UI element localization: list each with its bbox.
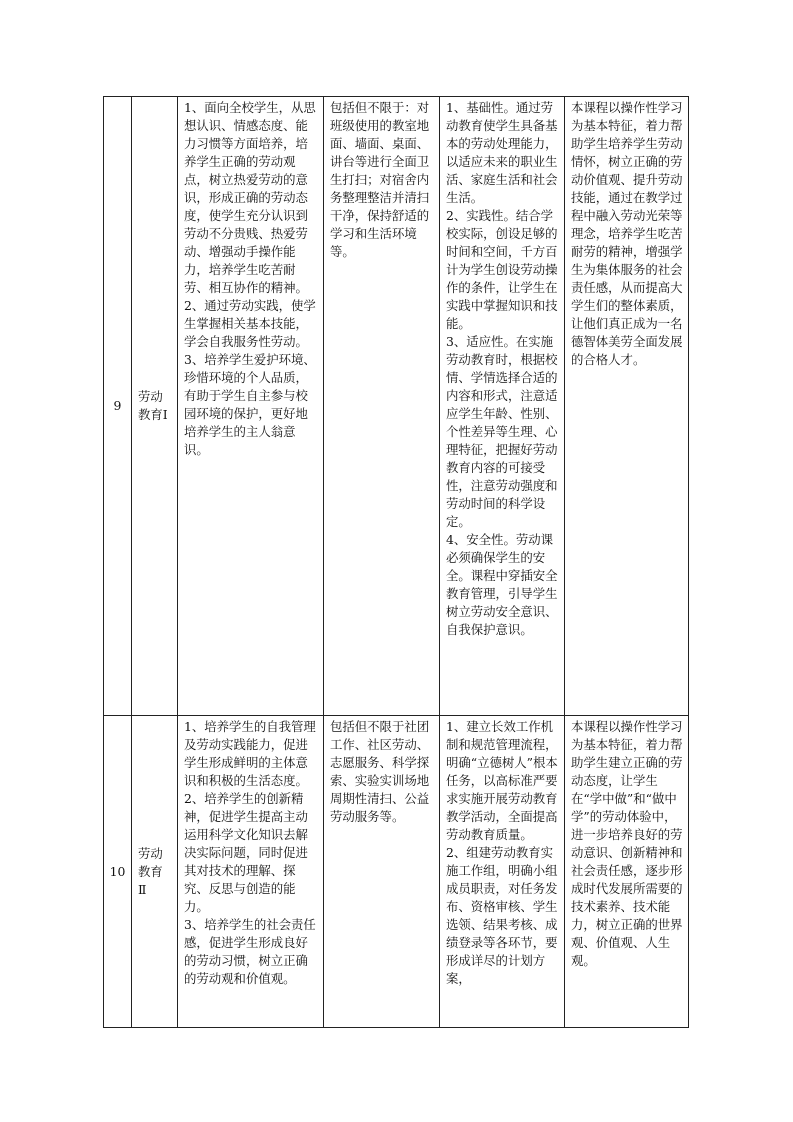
goal-paragraph: 2、通过劳动实践，使学生掌握相关基本技能，学会自我服务性劳动。 — [184, 298, 316, 349]
course-name: 劳动教育Ⅰ — [132, 97, 178, 716]
course-goals-cell — [178, 716, 324, 1028]
goal-paragraph: 1、面向全校学生，从思想认识、情感态度、能力习惯等方面培养，培养学生正确的劳动观点，树立热爱劳动的意识，形成正确的劳动态度，使学生充分认识到劳动不分贵贱、热爱劳动、增强动手操作能力，培养学生吃苦耐劳、相互协作的精神。 — [184, 100, 316, 295]
content-paragraph: 包括但不限于社团工作、社区劳动、志愿服务、科学探索、实验实训场地周期性清扫、公益劳动服务等。 — [330, 719, 430, 824]
remark-paragraph: 本课程以操作性学习为基本特征，着力帮助学生建立正确的劳动态度，让学生在“学中做”和“做中学”的劳动体验中，进一步培养良好的劳动意识、创新精神和社会责任感，逐步形成时代发展所需要的技术素养、技术能力，树立正确的世界观、价值观、人生观。 — [571, 719, 683, 968]
teaching-requirements-cell — [440, 716, 565, 1028]
course-goals-cell — [178, 97, 324, 716]
requirement-paragraph: 1、基础性。通过劳动教育使学生具备基本的劳动处理能力，以适应未来的职业生活、家庭生活和社会生活。 — [446, 100, 558, 205]
row-number: 9 — [104, 97, 132, 716]
row-number: 10 — [104, 716, 132, 1028]
course-content-cell — [324, 716, 440, 1028]
curriculum-table — [103, 96, 689, 1028]
course-name: 劳动教育Ⅱ — [132, 716, 178, 1028]
goal-paragraph: 2、培养学生的创新精神，促进学生提高主动运用科学文化知识去解决实际问题，同时促进其对技术的理解、探究、反思与创造的能力。 — [184, 791, 308, 914]
content-paragraph: 包括但不限于：对班级使用的教室地面、墙面、桌面、讲台等进行全面卫生打扫；对宿舍内务整理整洁并清扫干净，保持舒适的学习和生活环境等。 — [330, 100, 430, 259]
table-row — [104, 97, 689, 716]
requirement-paragraph: 4、安全性。劳动课必须确保学生的安全。课程中穿插安全教育管理，引导学生树立劳动安全意识、自我保护意识。 — [446, 532, 558, 637]
requirement-paragraph: 2、组建劳动教育实施工作组，明确小组成员职责，对任务发布、资格审核、学生选领、结果考核、成绩登录等各环节，要形成详尽的计划方案， — [446, 845, 558, 986]
table-row — [104, 716, 689, 1028]
remarks-cell — [565, 97, 689, 716]
requirement-paragraph: 2、实践性。结合学校实际，创设足够的时间和空间，千方百计为学生创设劳动操作的条件，让学生在实践中掌握知识和技能。 — [446, 208, 558, 331]
goal-paragraph: 3、培养学生的社会责任感，促进学生形成良好的劳动习惯，树立正确的劳动观和价值观。 — [184, 917, 316, 986]
teaching-requirements-cell — [440, 97, 565, 716]
goal-paragraph: 3、培养学生爱护环境、珍惜环境的个人品质，有助于学生自主参与校园环境的保护，更好地培养学生的主人翁意识。 — [184, 352, 316, 457]
requirement-paragraph: 1、建立长效工作机制和规范管理流程，明确“立德树人”根本任务，以高标准严要求实施开展劳动教育教学活动，全面提高劳动教育质量。 — [446, 719, 558, 842]
requirement-paragraph: 3、适应性。在实施劳动教育时，根据校情、学情选择合适的内容和形式，注意适应学生年龄、性别、个性差异等生理、心理特征，把握好劳动教育内容的可接受性，注意劳动强度和劳动时间的科学设定。 — [446, 334, 558, 529]
remark-paragraph: 本课程以操作性学习为基本特征，着力帮助学生培养学生劳动情怀，树立正确的劳动价值观、提升劳动技能，通过在教学过程中融入劳动光荣等理念，培养学生吃苦耐劳的精神，增强学生为集体服务的社会责任感，从而提高大学生们的整体素质，让他们真正成为一名德智体美劳全面发展的合格人才。 — [571, 100, 683, 367]
remarks-cell — [565, 716, 689, 1028]
course-content-cell — [324, 97, 440, 716]
goal-paragraph: 1、培养学生的自我管理及劳动实践能力，促进学生形成鲜明的主体意识和积极的生活态度。 — [184, 719, 316, 788]
